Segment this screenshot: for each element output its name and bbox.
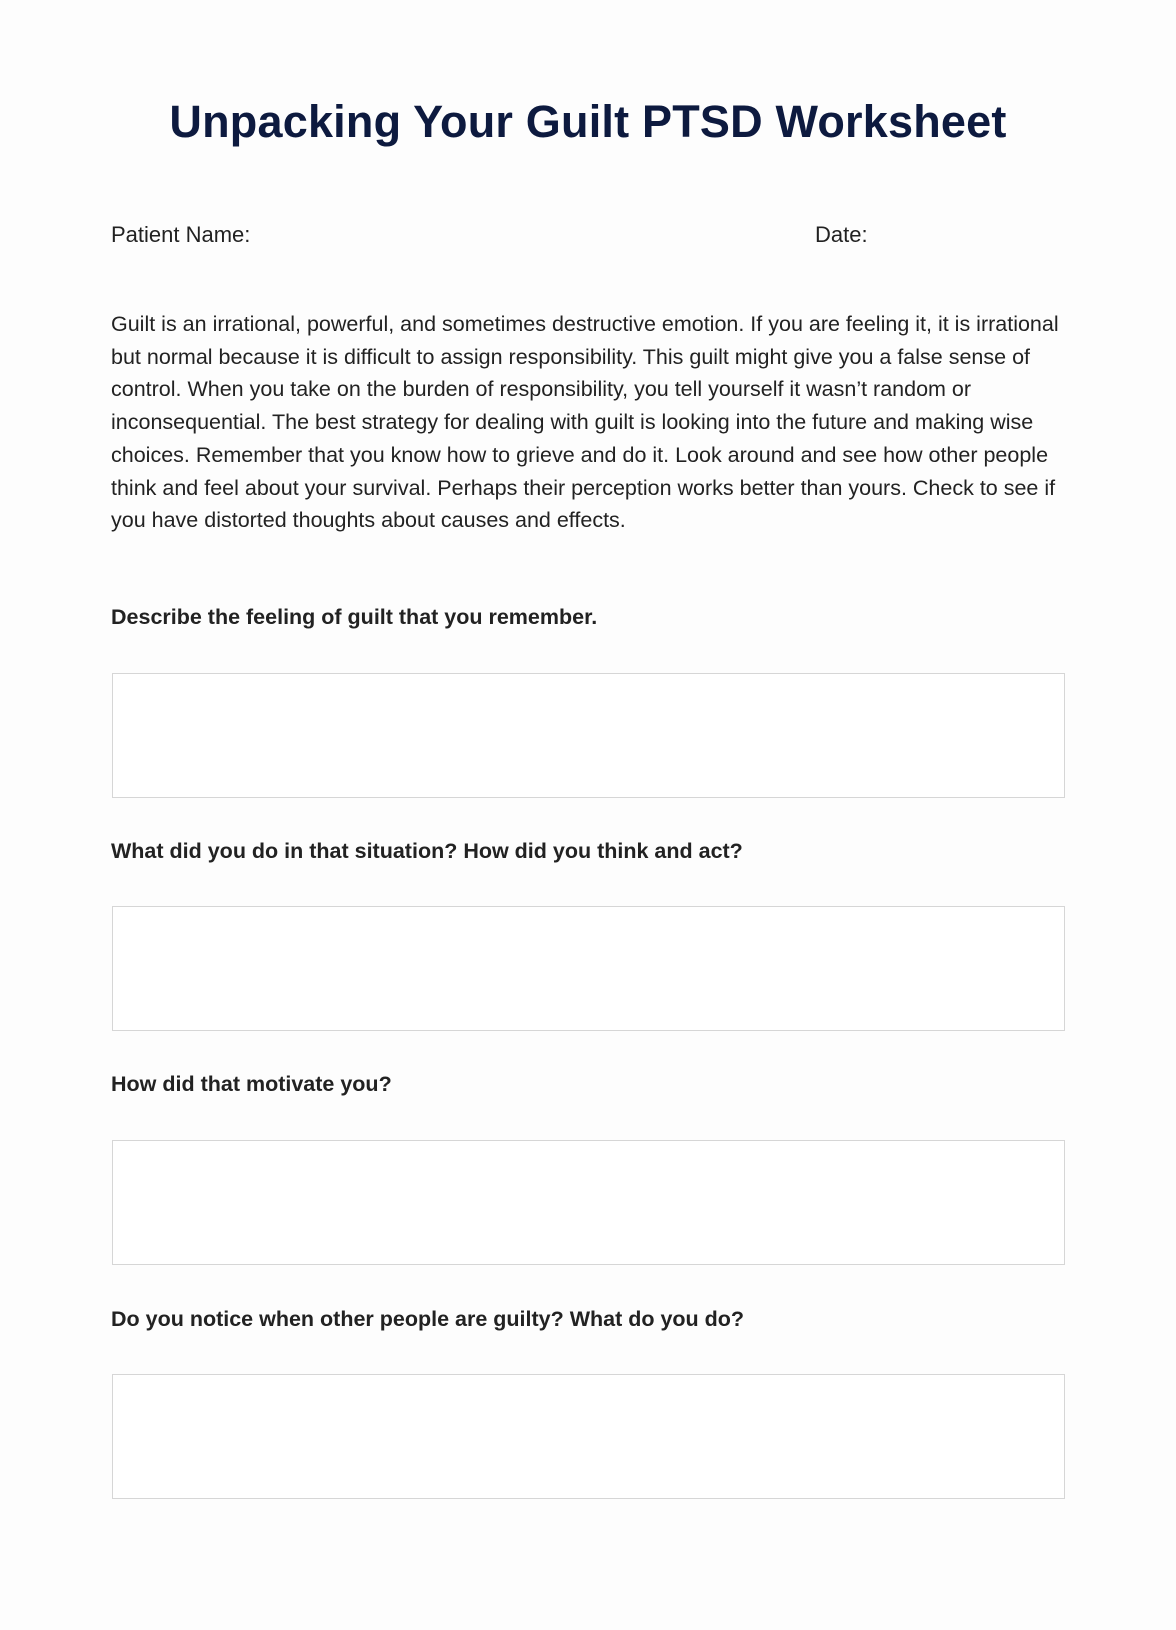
date-label: Date: [815,222,868,247]
question-3-answer-box[interactable] [112,1140,1065,1265]
question-4-answer-box[interactable] [112,1374,1065,1499]
question-4-label: Do you notice when other people are guilty? What do you do? [111,1307,745,1331]
question-1-answer-box[interactable] [112,673,1065,798]
question-2-answer-box[interactable] [112,906,1065,1031]
question-1-label: Describe the feeling of guilt that you remember. [111,605,598,629]
intro-paragraph: Guilt is an irrational, powerful, and sometimes destructive emotion. If you are feeling it, it is irrational but normal because it is difficult to assign responsibility. This guilt might give you a false sense of control. When you take on the burden of responsibility, you tell yourself it wasn’t random or inconsequential. The best strategy for dealing with guilt is looking into the future and making wise choices. Remember that you know how to grieve and do it. Look around and see how other people think and feel about your survival. Perhaps their perception works better than yours. Check to see if you have distorted thoughts about causes and effects. [111,312,1059,533]
question-3-label: How did that motivate you? [111,1072,392,1096]
question-2-label: What did you do in that situation? How did you think and act? [111,839,743,863]
page-title: Unpacking Your Guilt PTSD Worksheet [169,96,1007,147]
patient-name-label: Patient Name: [111,222,251,247]
